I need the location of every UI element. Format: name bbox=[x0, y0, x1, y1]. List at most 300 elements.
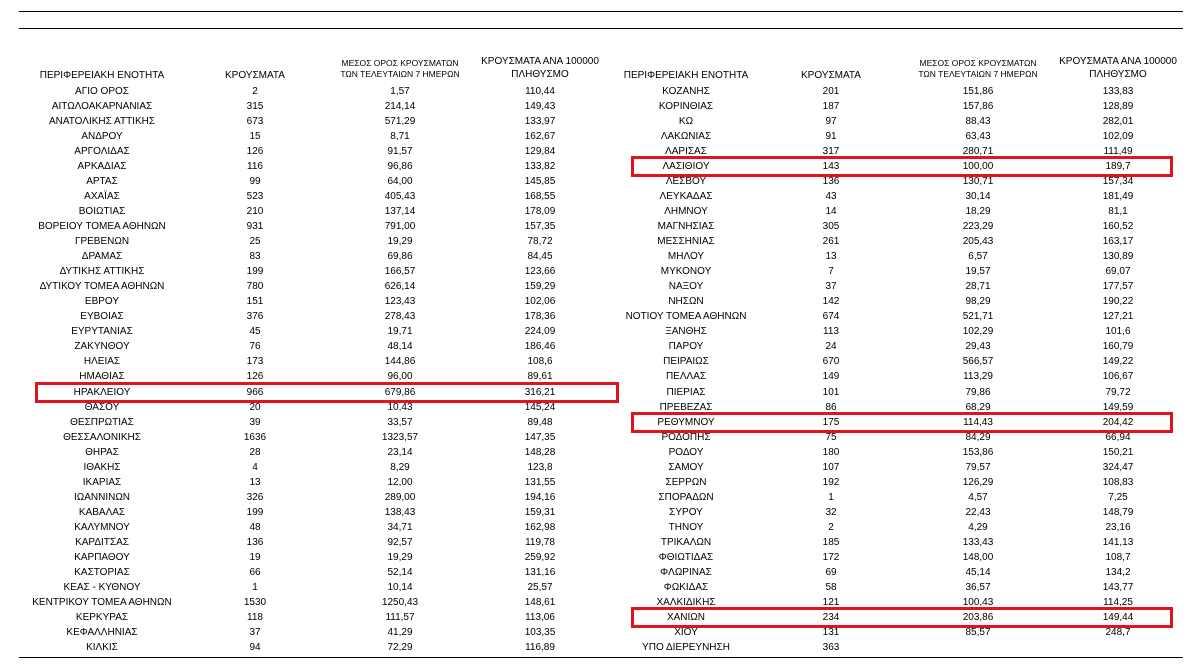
region-cell: ΘΕΣΣΑΛΟΝΙΚΗΣ bbox=[63, 431, 141, 443]
table-row bbox=[620, 520, 1196, 535]
table-row bbox=[0, 204, 620, 219]
table-row bbox=[620, 580, 1196, 595]
cases-cell: 118 bbox=[247, 612, 263, 624]
avg-cell: 100,43 bbox=[962, 597, 994, 609]
region-cell: ΑΡΚΑΔΙΑΣ bbox=[77, 160, 127, 172]
per100k-cell: 190,22 bbox=[1102, 296, 1134, 308]
header-cases: ΚΡΟΥΣΜΑΤΑ bbox=[225, 70, 285, 81]
cases-cell: 48 bbox=[249, 521, 261, 533]
cases-cell: 187 bbox=[822, 100, 840, 112]
avg-cell: 679,86 bbox=[384, 386, 416, 398]
table-row bbox=[0, 369, 620, 384]
avg-cell: 566,57 bbox=[962, 356, 994, 368]
table-row bbox=[620, 249, 1196, 264]
avg-cell: 98,29 bbox=[965, 296, 991, 308]
avg-cell: 33,57 bbox=[387, 416, 413, 428]
avg-cell: 63,43 bbox=[965, 130, 991, 142]
table-row bbox=[0, 354, 620, 369]
cases-cell: 86 bbox=[825, 401, 837, 413]
avg-cell: 205,43 bbox=[962, 236, 994, 247]
avg-cell: 19,57 bbox=[965, 266, 991, 278]
cases-cell: 149 bbox=[822, 371, 840, 383]
avg-cell: 8,29 bbox=[390, 461, 410, 473]
avg-cell: 223,29 bbox=[962, 220, 994, 232]
table-row bbox=[620, 625, 1196, 640]
cases-cell: 151 bbox=[246, 296, 264, 308]
cases-cell: 58 bbox=[825, 582, 837, 594]
region-cell: ΣΑΜΟΥ bbox=[668, 461, 704, 473]
cases-cell: 20 bbox=[249, 401, 261, 413]
avg-cell: 521,71 bbox=[962, 311, 994, 323]
per100k-cell: 119,78 bbox=[525, 537, 555, 548]
per100k-cell: 143,77 bbox=[1102, 582, 1134, 594]
per100k-cell: 102,09 bbox=[1102, 130, 1134, 142]
header-avg-line1: ΜΕΣΟΣ ΟΡΟΣ ΚΡΟΥΣΜΑΤΩΝ bbox=[919, 58, 1037, 68]
avg-cell: 28,71 bbox=[965, 281, 991, 293]
avg-cell: 29,43 bbox=[965, 341, 991, 353]
table-row bbox=[620, 550, 1196, 565]
region-cell: ΗΛΕΙΑΣ bbox=[83, 356, 121, 368]
table-row bbox=[0, 535, 620, 550]
avg-cell: 157,86 bbox=[962, 100, 994, 112]
table-row bbox=[0, 159, 620, 174]
cases-cell: 136 bbox=[822, 175, 840, 187]
per100k-cell: 148,79 bbox=[1102, 506, 1134, 518]
per100k-cell: 159,31 bbox=[524, 506, 556, 518]
table-row bbox=[620, 610, 1196, 625]
avg-cell: 214,14 bbox=[384, 100, 416, 112]
cases-cell: 116 bbox=[247, 160, 263, 172]
region-cell: ΦΛΩΡΙΝΑΣ bbox=[660, 567, 712, 579]
avg-cell: 88,43 bbox=[965, 115, 991, 127]
per100k-cell: 23,16 bbox=[1105, 521, 1131, 533]
avg-cell: 10,14 bbox=[387, 582, 413, 594]
cases-cell: 107 bbox=[822, 461, 840, 473]
per100k-cell: 110,44 bbox=[525, 85, 555, 97]
per100k-cell: 316,21 bbox=[524, 386, 556, 398]
table-row bbox=[0, 520, 620, 535]
header-cases: ΚΡΟΥΣΜΑΤΑ bbox=[801, 70, 861, 81]
cases-cell: 14 bbox=[825, 205, 837, 217]
table-row bbox=[620, 369, 1196, 384]
per100k-cell: 149,43 bbox=[524, 100, 556, 112]
table-row bbox=[0, 610, 620, 625]
table-row bbox=[0, 189, 620, 204]
region-cell: ΡΟΔΟΥ bbox=[668, 446, 704, 458]
region-cell: ΡΟΔΟΠΗΣ bbox=[661, 431, 711, 443]
region-cell: ΜΕΣΣΗΝΙΑΣ bbox=[657, 236, 715, 247]
cases-cell: 94 bbox=[249, 642, 261, 654]
per100k-cell: 101,6 bbox=[1105, 326, 1131, 338]
table-row bbox=[620, 159, 1196, 174]
per100k-cell: 106,67 bbox=[1102, 371, 1134, 383]
avg-cell: 1323,57 bbox=[381, 431, 419, 443]
table-row bbox=[620, 595, 1196, 610]
per100k-cell: 148,61 bbox=[524, 597, 556, 609]
table-row bbox=[0, 550, 620, 565]
table-row bbox=[620, 129, 1196, 144]
per100k-cell: 133,83 bbox=[1102, 85, 1134, 97]
region-cell: ΣΠΟΡΑΔΩΝ bbox=[658, 491, 714, 503]
cases-cell: 931 bbox=[246, 220, 264, 232]
per100k-cell: 69,07 bbox=[1105, 266, 1131, 278]
region-cell: ΠΑΡΟΥ bbox=[668, 341, 704, 353]
per100k-cell: 103,35 bbox=[524, 627, 556, 639]
per100k-cell: 168,55 bbox=[524, 190, 556, 202]
per100k-cell: 157,35 bbox=[524, 220, 556, 232]
table-row bbox=[0, 400, 620, 415]
region-cell: ΡΕΘΥΜΝΟΥ bbox=[657, 416, 715, 428]
avg-cell: 151,86 bbox=[962, 85, 994, 97]
cases-cell: 966 bbox=[246, 386, 264, 398]
table-row bbox=[620, 234, 1196, 249]
cases-cell: 376 bbox=[246, 311, 264, 323]
per100k-cell: 131,55 bbox=[524, 476, 556, 488]
table-row bbox=[0, 445, 620, 460]
cases-cell: 99 bbox=[249, 175, 261, 187]
per100k-cell: 89,48 bbox=[527, 416, 553, 428]
region-cell: ΕΥΡΥΤΑΝΙΑΣ bbox=[71, 326, 133, 338]
region-cell: ΛΑΣΙΘΙΟΥ bbox=[662, 160, 710, 172]
region-cell: ΗΡΑΚΛΕΙΟΥ bbox=[73, 386, 131, 398]
table-row bbox=[620, 294, 1196, 309]
region-cell: ΤΗΝΟΥ bbox=[668, 521, 704, 533]
region-cell: ΔΡΑΜΑΣ bbox=[81, 251, 123, 263]
per100k-cell: 178,36 bbox=[524, 311, 556, 323]
cases-cell: 13 bbox=[249, 476, 261, 488]
region-cell: ΘΑΣΟΥ bbox=[84, 401, 120, 413]
cases-cell: 75 bbox=[825, 431, 837, 443]
table-row bbox=[620, 324, 1196, 339]
cases-cell: 32 bbox=[825, 506, 837, 518]
region-cell: ΒΟΡΕΙΟΥ ΤΟΜΕΑ ΑΘΗΝΩΝ bbox=[38, 220, 166, 232]
region-cell: ΑΓΙΟ ΟΡΟΣ bbox=[75, 85, 129, 97]
per100k-cell: 116,89 bbox=[525, 642, 555, 654]
region-cell: ΚΑΡΔΙΤΣΑΣ bbox=[75, 537, 129, 548]
region-cell: ΕΒΡΟΥ bbox=[84, 296, 120, 308]
region-cell: ΝΟΤΙΟΥ ΤΟΜΕΑ ΑΘΗΝΩΝ bbox=[625, 311, 747, 323]
region-cell: ΜΥΚΟΝΟΥ bbox=[660, 266, 712, 278]
per100k-cell: 84,45 bbox=[527, 251, 553, 263]
cases-cell: 674 bbox=[822, 311, 840, 323]
table-row bbox=[0, 99, 620, 114]
per100k-cell: 177,57 bbox=[1102, 281, 1134, 293]
per100k-cell: 133,97 bbox=[524, 115, 556, 127]
region-cell: ΘΕΣΠΡΩΤΙΑΣ bbox=[70, 416, 134, 428]
avg-cell: 34,71 bbox=[387, 521, 413, 533]
per100k-cell: 25,57 bbox=[527, 582, 553, 594]
table-row bbox=[620, 640, 1196, 655]
cases-cell: 76 bbox=[249, 341, 261, 353]
cases-cell: 192 bbox=[822, 476, 840, 488]
region-cell: ΜΑΓΝΗΣΙΑΣ bbox=[657, 220, 715, 232]
per100k-cell: 259,92 bbox=[524, 552, 556, 564]
table-row bbox=[620, 99, 1196, 114]
per100k-cell: 128,89 bbox=[1102, 100, 1134, 112]
cases-cell: 113 bbox=[823, 326, 839, 338]
per100k-cell: 204,42 bbox=[1102, 416, 1134, 428]
per100k-cell: 141,13 bbox=[1102, 537, 1134, 548]
table-row bbox=[0, 625, 620, 640]
cases-cell: 4 bbox=[252, 461, 258, 473]
avg-cell: 137,14 bbox=[384, 205, 416, 217]
table-row bbox=[0, 339, 620, 354]
region-cell: ΓΡΕΒΕΝΩΝ bbox=[74, 236, 130, 247]
header-region: ΠΕΡΙΦΕΡΕΙΑΚΗ ΕΝΟΤΗΤΑ bbox=[39, 70, 165, 81]
avg-cell: 52,14 bbox=[387, 567, 413, 579]
per100k-cell: 160,52 bbox=[1102, 220, 1134, 232]
avg-cell: 166,57 bbox=[384, 266, 416, 278]
cases-cell: 199 bbox=[246, 266, 264, 278]
table-row bbox=[620, 565, 1196, 580]
region-cell: ΛΗΜΝΟΥ bbox=[664, 205, 708, 217]
table-row bbox=[620, 114, 1196, 129]
table-row bbox=[620, 354, 1196, 369]
region-cell: ΥΠΟ ΔΙΕΡΕΥΝΗΣΗ bbox=[642, 642, 730, 654]
header-per100k-line2: ΠΛΗΘΥΣΜΟ bbox=[1089, 69, 1147, 80]
cases-cell: 43 bbox=[825, 190, 837, 202]
region-cell: ΚΑΣΤΟΡΙΑΣ bbox=[74, 567, 130, 579]
header-per100k-line1: ΚΡΟΥΣΜΑΤΑ ΑΝΑ 100000 bbox=[481, 56, 599, 67]
region-cell: ΞΑΝΘΗΣ bbox=[665, 326, 707, 338]
per100k-cell: 129,84 bbox=[524, 145, 556, 157]
avg-cell: 96,86 bbox=[387, 160, 413, 172]
table-row bbox=[620, 385, 1196, 400]
avg-cell: 36,57 bbox=[965, 582, 991, 594]
header-avg-line2: ΤΩΝ ΤΕΛΕΥΤΑΙΩΝ 7 ΗΜΕΡΩΝ bbox=[340, 69, 460, 79]
per100k-cell: 148,28 bbox=[524, 446, 556, 458]
region-cell: ΠΙΕΡΙΑΣ bbox=[666, 386, 706, 398]
region-cell: ΙΚΑΡΙΑΣ bbox=[82, 476, 122, 488]
cases-cell: 199 bbox=[246, 506, 264, 518]
avg-cell: 144,86 bbox=[384, 356, 416, 368]
region-cell: ΚΑΡΠΑΘΟΥ bbox=[74, 552, 130, 564]
avg-cell: 6,57 bbox=[968, 251, 988, 263]
table-row bbox=[0, 309, 620, 324]
per100k-cell: 108,83 bbox=[1102, 476, 1134, 488]
region-cell: ΦΘΙΩΤΙΔΑΣ bbox=[658, 552, 714, 564]
per100k-cell: 178,09 bbox=[524, 205, 556, 217]
cases-cell: 175 bbox=[822, 416, 840, 428]
cases-cell: 143 bbox=[822, 160, 840, 172]
per100k-cell: 282,01 bbox=[1102, 115, 1134, 127]
avg-cell: 19,71 bbox=[387, 326, 413, 338]
per100k-cell: 149,22 bbox=[1102, 356, 1134, 368]
per100k-cell: 145,85 bbox=[524, 175, 556, 187]
table-row bbox=[0, 460, 620, 475]
region-cell: ΦΩΚΙΔΑΣ bbox=[663, 582, 709, 594]
per100k-cell: 163,17 bbox=[1102, 236, 1134, 247]
cases-cell: 1636 bbox=[243, 431, 267, 443]
table-row bbox=[620, 490, 1196, 505]
avg-cell: 69,86 bbox=[387, 251, 413, 263]
avg-cell: 30,14 bbox=[965, 190, 991, 202]
table-row bbox=[0, 174, 620, 189]
table-row bbox=[0, 505, 620, 520]
avg-cell: 4,57 bbox=[968, 491, 988, 503]
per100k-cell: 108,6 bbox=[527, 356, 553, 368]
cases-cell: 317 bbox=[822, 145, 840, 157]
avg-cell: 84,29 bbox=[965, 431, 991, 443]
table-row bbox=[0, 324, 620, 339]
table-row bbox=[0, 84, 620, 99]
table-row bbox=[620, 279, 1196, 294]
per100k-cell: 150,21 bbox=[1102, 446, 1134, 458]
region-cell: ΣΕΡΡΩΝ bbox=[665, 476, 707, 488]
avg-cell: 85,57 bbox=[965, 627, 991, 639]
per100k-cell: 149,59 bbox=[1102, 401, 1134, 413]
region-cell: ΚΕΡΚΥΡΑΣ bbox=[75, 612, 129, 624]
region-cell: ΛΕΣΒΟΥ bbox=[665, 175, 707, 187]
avg-cell: 102,29 bbox=[962, 326, 994, 338]
cases-cell: 173 bbox=[246, 356, 264, 368]
avg-cell: 92,57 bbox=[387, 537, 413, 548]
cases-cell: 185 bbox=[822, 537, 840, 548]
cases-cell: 172 bbox=[822, 552, 840, 564]
cases-cell: 83 bbox=[249, 251, 261, 263]
per100k-cell: 123,8 bbox=[527, 461, 553, 473]
region-cell: ΔΥΤΙΚΟΥ ΤΟΜΕΑ ΑΘΗΝΩΝ bbox=[39, 281, 165, 293]
table-row bbox=[0, 565, 620, 580]
avg-cell: 278,43 bbox=[384, 311, 416, 323]
avg-cell bbox=[903, 640, 1053, 655]
avg-cell: 12,00 bbox=[387, 476, 413, 488]
cases-cell: 142 bbox=[822, 296, 840, 308]
avg-cell: 289,00 bbox=[384, 491, 416, 503]
per100k-cell: 147,35 bbox=[524, 431, 556, 443]
avg-cell: 1,57 bbox=[390, 85, 410, 97]
cases-cell: 234 bbox=[822, 612, 840, 624]
table-row bbox=[0, 144, 620, 159]
avg-cell: 113,29 bbox=[963, 371, 993, 383]
avg-cell: 79,86 bbox=[965, 386, 991, 398]
per100k-cell: 149,44 bbox=[1102, 612, 1134, 624]
per100k-cell: 162,98 bbox=[524, 521, 556, 533]
table-row bbox=[620, 535, 1196, 550]
region-cell: ΚΙΛΚΙΣ bbox=[86, 642, 118, 654]
table-row bbox=[0, 490, 620, 505]
avg-cell: 138,43 bbox=[384, 506, 416, 518]
avg-cell: 10,43 bbox=[387, 401, 413, 413]
table-row bbox=[0, 129, 620, 144]
per100k-cell: 130,89 bbox=[1102, 251, 1134, 263]
header-per100k-line1: ΚΡΟΥΣΜΑΤΑ ΑΝΑ 100000 bbox=[1059, 56, 1177, 67]
region-cell: ΑΝΑΤΟΛΙΚΗΣ ΑΤΤΙΚΗΣ bbox=[48, 115, 156, 127]
per100k-cell: 78,72 bbox=[527, 236, 553, 247]
cases-cell: 131 bbox=[822, 627, 840, 639]
table-row bbox=[620, 264, 1196, 279]
avg-cell: 23,14 bbox=[387, 446, 413, 458]
region-cell: ΚΕΑΣ - ΚΥΘΝΟΥ bbox=[63, 582, 141, 594]
region-cell: ΚΟΡΙΝΘΙΑΣ bbox=[658, 100, 714, 112]
cases-cell: 305 bbox=[822, 220, 840, 232]
region-cell: ΧΙΟΥ bbox=[674, 627, 698, 639]
cases-cell: 2 bbox=[252, 85, 258, 97]
cases-cell: 136 bbox=[246, 537, 264, 548]
table-row bbox=[620, 445, 1196, 460]
cases-cell: 363 bbox=[822, 642, 840, 654]
region-cell: ΜΗΛΟΥ bbox=[667, 251, 705, 263]
cases-cell: 1530 bbox=[243, 597, 267, 609]
cases-cell: 2 bbox=[828, 521, 834, 533]
table-row bbox=[0, 385, 620, 400]
per100k-cell: 131,16 bbox=[524, 567, 556, 579]
avg-cell: 203,86 bbox=[962, 612, 994, 624]
avg-cell: 153,86 bbox=[962, 446, 994, 458]
table-row bbox=[0, 595, 620, 610]
cases-cell: 24 bbox=[825, 341, 837, 353]
per100k-cell: 248,7 bbox=[1105, 627, 1131, 639]
avg-cell: 18,29 bbox=[965, 205, 991, 217]
region-cell: ΚΕΝΤΡΙΚΟΥ ΤΟΜΕΑ ΑΘΗΝΩΝ bbox=[32, 597, 172, 609]
avg-cell: 8,71 bbox=[390, 130, 410, 142]
cases-cell: 180 bbox=[822, 446, 840, 458]
per100k-cell: 189,7 bbox=[1105, 160, 1131, 172]
cases-cell: 91 bbox=[825, 130, 837, 142]
cases-cell: 210 bbox=[246, 205, 264, 217]
cases-cell: 315 bbox=[246, 100, 264, 112]
avg-cell: 123,43 bbox=[384, 296, 416, 308]
region-cell: ΛΕΥΚΑΔΑΣ bbox=[659, 190, 713, 202]
region-cell: ΧΑΝΙΩΝ bbox=[666, 612, 706, 624]
cases-cell: 25 bbox=[249, 236, 261, 247]
per100k-cell: 127,21 bbox=[1102, 311, 1134, 323]
avg-cell: 72,29 bbox=[387, 642, 413, 654]
per100k-cell: 81,1 bbox=[1108, 205, 1128, 217]
per100k-cell: 114,25 bbox=[1103, 597, 1133, 609]
per100k-cell: 113,06 bbox=[525, 612, 555, 624]
table-row bbox=[0, 249, 620, 264]
cases-cell: 673 bbox=[246, 115, 264, 127]
table-row bbox=[620, 430, 1196, 445]
region-cell: ΗΜΑΘΙΑΣ bbox=[79, 371, 125, 383]
region-cell: ΚΟΖΑΝΗΣ bbox=[662, 85, 710, 97]
per100k-cell: 160,79 bbox=[1102, 341, 1134, 353]
table-row bbox=[0, 640, 620, 655]
table-row bbox=[0, 279, 620, 294]
region-cell: ΛΑΚΩΝΙΑΣ bbox=[660, 130, 712, 142]
region-cell: ΑΡΓΟΛΙΔΑΣ bbox=[74, 145, 130, 157]
region-cell: ΠΡΕΒΕΖΑΣ bbox=[659, 401, 713, 413]
per100k-cell: 134,2 bbox=[1105, 567, 1131, 579]
cases-cell: 45 bbox=[249, 326, 261, 338]
avg-cell: 626,14 bbox=[384, 281, 416, 293]
region-cell: ΧΑΛΚΙΔΙΚΗΣ bbox=[656, 597, 716, 609]
per100k-cell: 186,46 bbox=[524, 341, 556, 353]
region-cell: ΑΝΔΡΟΥ bbox=[81, 130, 123, 142]
avg-cell: 64,00 bbox=[387, 175, 413, 187]
table-row bbox=[0, 234, 620, 249]
avg-cell: 1250,43 bbox=[381, 597, 419, 609]
per100k-cell: 123,66 bbox=[524, 266, 556, 278]
region-cell: ΑΡΤΑΣ bbox=[86, 175, 118, 187]
table-row bbox=[0, 264, 620, 279]
table-row bbox=[620, 460, 1196, 475]
region-cell: ΕΥΒΟΙΑΣ bbox=[80, 311, 124, 323]
table-row bbox=[0, 415, 620, 430]
cases-cell: 19 bbox=[249, 552, 261, 564]
table-row bbox=[620, 415, 1196, 430]
region-cell: ΝΗΣΩΝ bbox=[668, 296, 704, 308]
avg-cell: 68,29 bbox=[965, 401, 991, 413]
header-per100k-line2: ΠΛΗΘΥΣΜΟ bbox=[511, 69, 569, 80]
region-cell: ΠΕΙΡΑΙΩΣ bbox=[663, 356, 709, 368]
cases-cell: 69 bbox=[825, 567, 837, 579]
table-row bbox=[620, 309, 1196, 324]
per100k-cell: 133,82 bbox=[524, 160, 556, 172]
cases-cell: 37 bbox=[249, 627, 261, 639]
header-avg-line1: ΜΕΣΟΣ ΟΡΟΣ ΚΡΟΥΣΜΑΤΩΝ bbox=[341, 58, 459, 68]
